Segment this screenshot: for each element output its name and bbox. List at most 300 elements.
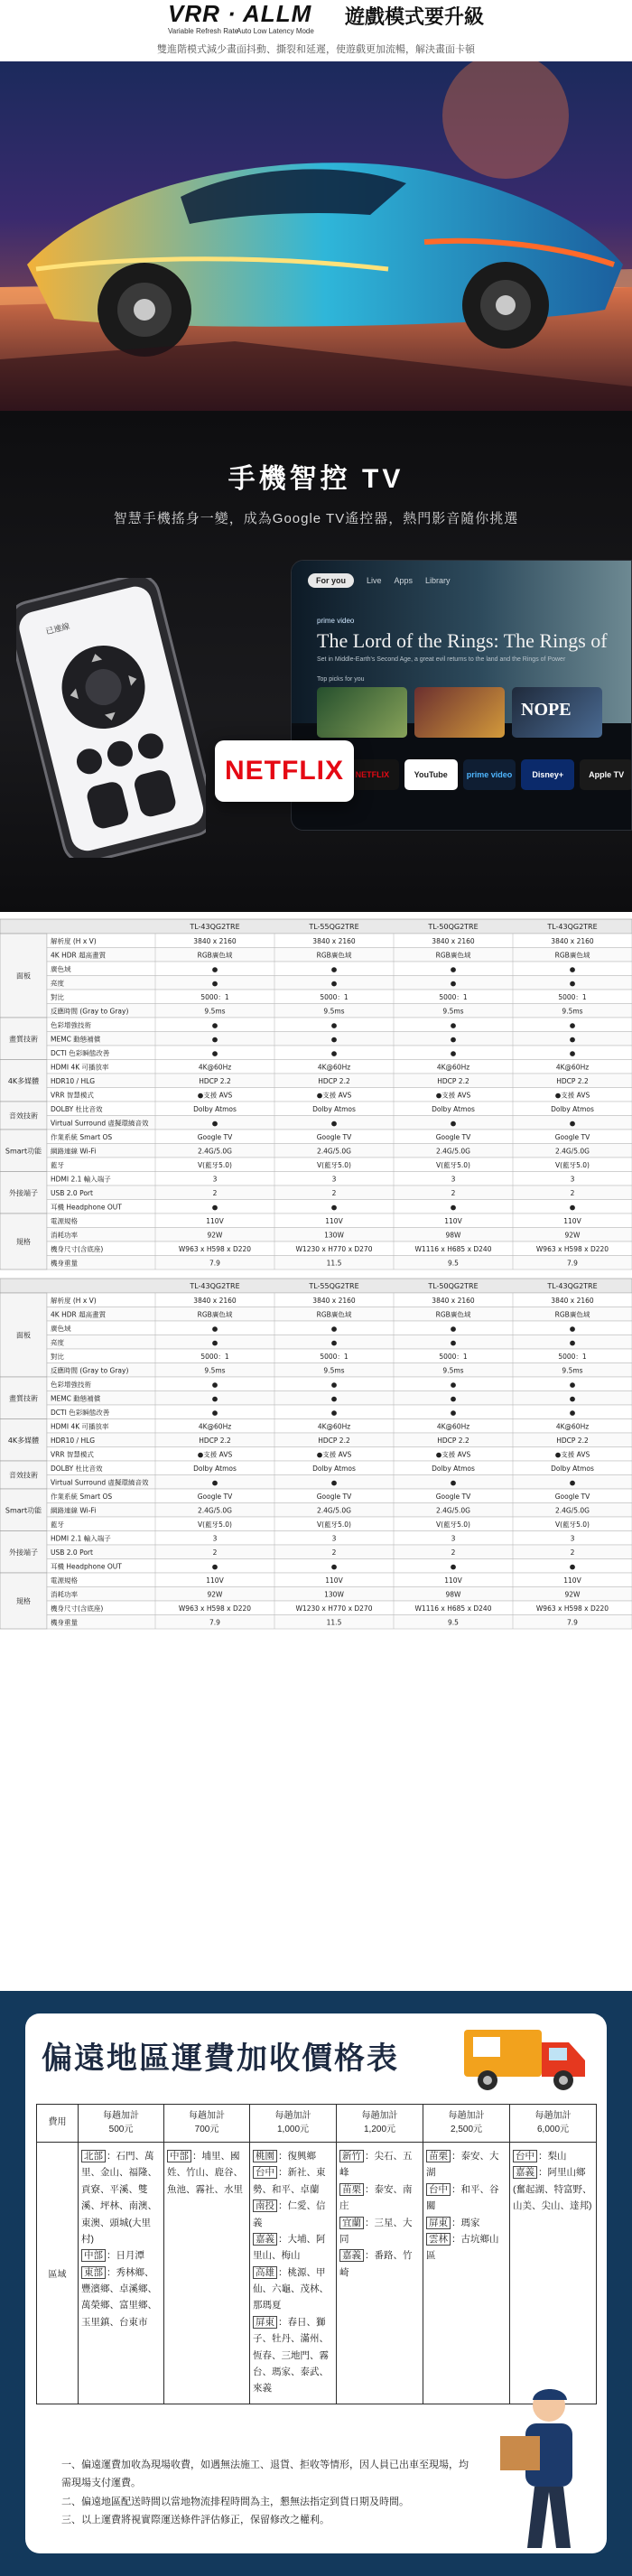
spec-cell-value: W963 x H598 x D220 <box>178 1245 252 1253</box>
spec-cell-value: 3840 x 2160 <box>432 937 475 945</box>
spec-cell-value: Dolby Atmos <box>432 1465 475 1473</box>
netflix-logo-box <box>215 740 354 802</box>
spec-cell-value: 92W <box>207 1231 223 1240</box>
spec-model-name: TL-55QG2TRE <box>309 923 359 931</box>
spec-cell-value: HDCP 2.2 <box>437 1077 469 1085</box>
spec-cell-value: 11.5 <box>326 1618 342 1627</box>
zone-region-towns: ：古坑鄉山區 <box>426 2233 499 2262</box>
spec-row-label: 電源規格 <box>51 1217 78 1225</box>
tv-card[interactable] <box>317 687 407 738</box>
spec-cell-value: V(藍牙5.0) <box>436 1161 470 1169</box>
spec-cell-value: 9.5ms <box>323 1366 345 1375</box>
spec-cell-value: 5000：1 <box>200 993 229 1001</box>
spec-row-label: 亮度 <box>51 1338 64 1347</box>
spec-cell-value: 3 <box>331 1534 337 1543</box>
spec-cell-value: V(藍牙5.0) <box>555 1161 590 1169</box>
spec-row-label: HDMI 4K 可播放率 <box>51 1063 109 1072</box>
spec-cell-value: ● <box>450 1338 457 1347</box>
spec-row-label: 反應時間 (Gray to Gray) <box>51 1366 129 1375</box>
app-netflix[interactable]: NETFLIX <box>346 759 399 790</box>
surcharge-zone-row <box>37 2143 597 2404</box>
app-apple-tv[interactable]: Apple TV <box>580 759 632 790</box>
spec-row-label: 解析度 (H x V) <box>51 1297 97 1305</box>
spec-cell-value: 4K@60Hz <box>436 1063 470 1072</box>
spec-cell-value: 110V <box>206 1576 224 1585</box>
app-disney-plus[interactable]: Disney+ <box>521 759 574 790</box>
spec-cell-value: 7.9 <box>209 1618 220 1627</box>
smartphone-remote-image <box>16 578 206 858</box>
spec-cell-value: Google TV <box>316 1133 352 1141</box>
spec-cell-value: 2.4G/5.0G <box>316 1147 352 1156</box>
spec-cell-value: ● <box>330 1409 338 1417</box>
spec-model-name: TL-43QG2TRE <box>190 923 240 931</box>
zone-region-tag: 宜蘭 <box>339 2217 364 2229</box>
fee-column-header: 每趟加計 6,000元 <box>510 2105 597 2143</box>
spec-cell-value: ● <box>330 1021 338 1029</box>
spec-row-label: 廣色域 <box>51 965 71 973</box>
zone-region-tag: 台中 <box>426 2183 451 2196</box>
spec-row-label: USB 2.0 Port <box>51 1189 93 1197</box>
spec-cell-value: ●支援 AVS <box>435 1091 471 1100</box>
spec-cell-value: ● <box>330 1562 338 1571</box>
spec-cell-value: W963 x H598 x D220 <box>535 1245 609 1253</box>
zone-region-towns: ：仁愛、信義 <box>253 2200 326 2228</box>
spec-cell-value: Dolby Atmos <box>432 1105 475 1113</box>
spec-category-name: 規格 <box>16 1597 31 1605</box>
zone-region-towns: ：復興鄉 <box>278 2151 316 2162</box>
spec-cell-value: 4K@60Hz <box>198 1063 232 1072</box>
spec-cell-value: 5000：1 <box>558 993 587 1001</box>
spec-cell-value: 2 <box>451 1189 456 1197</box>
app-prime-video[interactable]: prime video <box>463 759 516 790</box>
spec-cell-value: 9.5ms <box>323 1007 345 1016</box>
spec-cell-value: ● <box>569 1381 576 1389</box>
spec-cell-value: HDCP 2.2 <box>556 1437 589 1445</box>
spec-cell-value: ● <box>450 1394 457 1403</box>
spec-cell-value: W1116 x H685 x D240 <box>414 1245 492 1253</box>
spec-cell-value: 7.9 <box>567 1618 578 1627</box>
spec-cell-value: 2 <box>212 1189 218 1197</box>
spec-cell-value: HDCP 2.2 <box>437 1437 469 1445</box>
spec-cell-value: 9.5ms <box>204 1007 226 1016</box>
spec-cell-value: RGB廣色域 <box>197 1310 233 1319</box>
spec-cell-value: 4K@60Hz <box>198 1422 232 1431</box>
spec-cell-value: 3 <box>570 1175 575 1184</box>
spec-cell-value: 3840 x 2160 <box>551 937 594 945</box>
spec-cell-value: ● <box>330 1478 338 1487</box>
zone-region-towns: ：三星、大同 <box>339 2217 413 2245</box>
spec-cell-value: ● <box>569 1338 576 1347</box>
spec-cell-value: HDCP 2.2 <box>199 1077 231 1085</box>
zone-header: 區域 <box>37 2143 79 2404</box>
vrr-allm-badge: VRR · ALLM <box>168 0 312 27</box>
spec-cell-value: ● <box>211 965 218 973</box>
spec-cell-value: ● <box>450 965 457 973</box>
spec-cell-value: ● <box>330 1325 338 1333</box>
spec-cell-value: ● <box>330 965 338 973</box>
spec-cell-value: ● <box>211 1119 218 1128</box>
fee-column-header: 每趟加計 700元 <box>164 2105 250 2143</box>
spec-row-label: 消耗功率 <box>51 1231 78 1240</box>
phone-remote-title: 手機智控 TV <box>228 464 404 494</box>
spec-cell-value: 110V <box>563 1576 581 1585</box>
spec-cell-value: ● <box>450 1478 457 1487</box>
spec-cell-value: 2.4G/5.0G <box>435 1147 471 1156</box>
spec-category-name: 外接端子 <box>9 1188 38 1197</box>
spec-cell-value: 9.5ms <box>204 1366 226 1375</box>
zone-region-towns: ：大埔、阿里山、梅山 <box>253 2233 326 2262</box>
tv-nav-apps[interactable]: Apps <box>394 576 414 585</box>
zone-region-tag: 屏東 <box>253 2316 277 2329</box>
app-youtube[interactable]: YouTube <box>404 759 458 790</box>
spec-cell-value: ● <box>569 1409 576 1417</box>
spec-cell-value: 4K@60Hz <box>555 1063 590 1072</box>
spec-cell-value: 2 <box>570 1548 575 1557</box>
racing-car-image <box>0 61 632 411</box>
spec-model-name: TL-43QG2TRE <box>547 923 598 931</box>
tv-nav <box>308 573 451 588</box>
spec-row-label: HDMI 2.1 輸入端子 <box>51 1534 111 1543</box>
spec-cell-value: ● <box>211 1409 218 1417</box>
spec-cell-value: ● <box>569 1049 576 1057</box>
spec-row <box>47 1391 632 1406</box>
zone-region-tag: 屏東 <box>426 2217 451 2229</box>
spec-row <box>47 1335 632 1350</box>
spec-cell-value: ● <box>569 965 576 973</box>
spec-row-label: 藍牙 <box>51 1161 64 1169</box>
spec-category-name: 4K多媒體 <box>7 1076 40 1085</box>
spec-row <box>47 1545 632 1559</box>
spec-cell-value: 3840 x 2160 <box>312 937 356 945</box>
spec-cell-value: ● <box>569 1035 576 1044</box>
spec-cell-value: ● <box>211 1381 218 1389</box>
spec-row <box>47 1018 632 1032</box>
game-mode-title: 遊戲模式要升級 <box>345 5 485 28</box>
spec-row-label: DCTI 色彩瞬態改善 <box>51 1409 110 1417</box>
spec-category-name: 音效技術 <box>9 1471 38 1480</box>
spec-row-label: Virtual Surround 虛擬環繞音效 <box>51 1119 149 1128</box>
spec-cell-value: 7.9 <box>209 1259 220 1268</box>
spec-cell-value: ● <box>569 1325 576 1333</box>
spec-cell-value: 5000：1 <box>320 993 349 1001</box>
spec-row-label: 色彩增強技術 <box>51 1381 91 1389</box>
spec-cell-value: 11.5 <box>326 1259 342 1268</box>
spec-row-label: VRR 智慧模式 <box>51 1091 94 1100</box>
spec-row <box>47 1186 632 1200</box>
spec-cell-value: Google TV <box>435 1493 471 1501</box>
zone-cell <box>79 2143 164 2404</box>
zone-region-towns: ：梨山 <box>538 2151 567 2162</box>
spec-category-name: 4K多媒體 <box>7 1436 40 1445</box>
zone-region-tag: 苗栗 <box>426 2150 451 2162</box>
spec-row <box>47 1200 632 1214</box>
spec-cell-value: 2 <box>570 1189 575 1197</box>
zone-region-tag: 高雄 <box>253 2266 277 2279</box>
spec-row-label: 反應時間 (Gray to Gray) <box>51 1007 129 1016</box>
spec-cell-value: RGB廣色域 <box>316 1310 352 1319</box>
spec-cell-value: 3840 x 2160 <box>193 937 237 945</box>
spec-cell-value: 110V <box>206 1217 224 1225</box>
spec-cell-value: ●支援 AVS <box>554 1091 590 1100</box>
spec-cell-value: 130W <box>324 1231 344 1240</box>
spec-cell-value: 98W <box>445 1231 461 1240</box>
zone-region-towns: ：石門、萬里、金山、福隆、貢寮、平溪、雙溪、坪林、南澳、東澳、頭城(大里村) <box>81 2151 157 2245</box>
spec-cell-value: ● <box>211 1338 218 1347</box>
spec-cell-value: W1116 x H685 x D240 <box>414 1604 492 1613</box>
spec-row-label: 亮度 <box>51 979 64 988</box>
shipping-note: 三、以上運費將視實際運送條件評估修正，保留修改之權利。 <box>61 2515 330 2526</box>
spec-cell-value: 92W <box>564 1590 581 1599</box>
spec-table <box>0 912 632 1991</box>
fee-column-header: 每趟加計 2,500元 <box>423 2105 510 2143</box>
spec-cell-value: ●支援 AVS <box>435 1450 471 1459</box>
spec-cell-value: HDCP 2.2 <box>318 1077 350 1085</box>
zone-region-towns: ：泰安、南庄 <box>339 2183 413 2212</box>
tv-hero-banner <box>292 561 632 723</box>
spec-cell-value: 9.5 <box>448 1618 459 1627</box>
spec-row-label: DOLBY 杜比音效 <box>51 1105 103 1113</box>
spec-cell-value: ● <box>211 1035 218 1044</box>
spec-cell-value: Google TV <box>554 1133 590 1141</box>
spec-cell-value: ● <box>211 1394 218 1403</box>
spec-row <box>47 1172 632 1186</box>
spec-cell-value: 7.9 <box>567 1259 578 1268</box>
zone-cell <box>423 2143 510 2404</box>
spec-row <box>47 976 632 990</box>
spec-cell-value: 3840 x 2160 <box>193 1297 237 1305</box>
spec-cell-value: ● <box>450 1203 457 1212</box>
spec-cell-value: 2 <box>331 1548 337 1557</box>
spec-cell-value: 3 <box>212 1534 218 1543</box>
spec-cell-value: 3 <box>451 1175 456 1184</box>
phone-remote-description: 智慧手機搖身一變，成為Google TV遙控器，熱門影音隨你挑選 <box>113 511 519 526</box>
spec-row <box>47 1559 632 1574</box>
spec-cell-value: 110V <box>444 1576 462 1585</box>
spec-cell-value: 4K@60Hz <box>436 1422 470 1431</box>
spec-row-label: 耳機 Headphone OUT <box>51 1203 122 1212</box>
spec-cell-value: ● <box>330 1049 338 1057</box>
zone-region-tag: 新竹 <box>339 2150 364 2162</box>
spec-cell-value: ●支援 AVS <box>554 1450 590 1459</box>
tv-nav-for-you[interactable]: For you <box>308 573 354 588</box>
shipping-note: 二、偏遠地區配送時間以當地物流排程時間為主，懇無法指定到貨日期及時間。 <box>61 2496 409 2507</box>
shipping-card <box>25 2013 607 2553</box>
game-mode-header <box>0 0 632 61</box>
spec-cell-value: ● <box>330 1394 338 1403</box>
spec-row <box>47 962 632 976</box>
spec-cell-value: ● <box>450 1325 457 1333</box>
fee-column-header: 每趟加計 1,200元 <box>337 2105 423 2143</box>
spec-cell-value: V(藍牙5.0) <box>198 1161 232 1169</box>
spec-cell-value: 2.4G/5.0G <box>435 1506 471 1515</box>
spec-row-label: 對比 <box>51 1353 64 1361</box>
shipping-title: 偏遠地區運費加收價格表 <box>42 2041 399 2076</box>
spec-cell-value: 4K@60Hz <box>317 1422 351 1431</box>
spec-cell-value: ● <box>450 1035 457 1044</box>
tv-card[interactable] <box>414 687 505 738</box>
spec-cell-value: 130W <box>324 1590 344 1599</box>
spec-cell-value: ● <box>211 1203 218 1212</box>
zone-region-towns: ：埔里、國姓、竹山、鹿谷、魚池、霧社、水里 <box>167 2151 243 2195</box>
spec-table-section <box>0 912 632 1991</box>
tv-nav-library[interactable]: Library <box>425 576 451 585</box>
spec-cell-value: ● <box>330 1035 338 1044</box>
spec-cell-value: ● <box>569 1394 576 1403</box>
zone-region-towns: ：桃源、甲仙、六龜、茂林、那瑪夏 <box>253 2266 329 2311</box>
zone-cell <box>510 2143 597 2404</box>
spec-cell-value: RGB廣色域 <box>316 951 352 960</box>
spec-category-name: 畫質技術 <box>9 1394 38 1403</box>
prime-video-label: prime video <box>317 617 355 625</box>
fee-column-header: 每趟加計 1,000元 <box>250 2105 337 2143</box>
zone-region-tag: 中部 <box>81 2249 106 2262</box>
spec-cell-value: ● <box>450 1049 457 1057</box>
spec-cell-value: ● <box>569 1021 576 1029</box>
spec-cell-value: 3 <box>570 1534 575 1543</box>
vrr-subtitle: Variable Refresh Rate <box>168 27 239 35</box>
zone-region-towns: ：秀林鄉、豐濱鄉、卓溪鄉、萬榮鄉、富里鄉、玉里鎮、台東市 <box>81 2266 157 2328</box>
zone-region-towns: ：新社、東勢、和平、卓蘭 <box>253 2167 326 2195</box>
zone-region-tag: 東部 <box>81 2266 106 2279</box>
spec-cell-value: 110V <box>563 1217 581 1225</box>
spec-cell-value: RGB廣色域 <box>435 1310 471 1319</box>
spec-category-name: 面板 <box>16 1331 31 1340</box>
spec-cell-value: ● <box>330 1381 338 1389</box>
spec-cell-value: ● <box>450 1409 457 1417</box>
zone-cell <box>164 2143 250 2404</box>
allm-subtitle: Auto Low Latency Mode <box>237 27 314 35</box>
spec-cell-value: W963 x H598 x D220 <box>535 1604 609 1613</box>
spec-row-label: 機身尺寸(含底座) <box>51 1245 104 1253</box>
zone-region-towns: ：尖石、五峰 <box>339 2151 413 2179</box>
spec-row-label: 作業系統 Smart OS <box>51 1493 113 1501</box>
zone-region-tag: 嘉義 <box>253 2233 277 2246</box>
featured-show-subtitle: Set in Middle-Earth's Second Age, a great evil returns to the land and the Rings of Power <box>317 656 566 663</box>
spec-cell-value: 92W <box>564 1231 581 1240</box>
spec-row-label: 消耗功率 <box>51 1590 78 1599</box>
spec-cell-value: ● <box>569 1562 576 1571</box>
spec-cell-value: 110V <box>325 1576 343 1585</box>
spec-cell-value: Dolby Atmos <box>551 1465 594 1473</box>
spec-cell-value: Google TV <box>435 1133 471 1141</box>
tv-nav-live[interactable]: Live <box>367 576 382 585</box>
phone-remote-section <box>0 411 632 912</box>
spec-cell-value: RGB廣色域 <box>197 951 233 960</box>
surcharge-header-row <box>37 2105 597 2143</box>
spec-category-name: 音效技術 <box>9 1111 38 1121</box>
spec-cell-value: 2 <box>451 1548 456 1557</box>
spec-cell-value: ● <box>450 1562 457 1571</box>
spec-cell-value: ● <box>450 1381 457 1389</box>
spec-row-label: 網路連線 Wi-Fi <box>51 1506 97 1515</box>
tv-card-title: NOPE <box>521 700 572 720</box>
spec-cell-value: Google TV <box>554 1493 590 1501</box>
zone-cell <box>337 2143 423 2404</box>
spec-cell-value: 2.4G/5.0G <box>316 1506 352 1515</box>
spec-cell-value: V(藍牙5.0) <box>317 1520 351 1529</box>
spec-cell-value: 2 <box>331 1189 337 1197</box>
spec-cell-value: 98W <box>445 1590 461 1599</box>
phone-screen-label: 已連線 <box>44 622 71 637</box>
spec-cell-value: 2.4G/5.0G <box>197 1506 233 1515</box>
spec-cell-value: ● <box>211 1021 218 1029</box>
zone-region-tag: 南投 <box>253 2199 277 2212</box>
spec-row <box>47 1377 632 1391</box>
spec-cell-value: 9.5ms <box>442 1007 464 1016</box>
spec-row-label: Virtual Surround 虛擬環繞音效 <box>51 1478 149 1487</box>
spec-cell-value: HDCP 2.2 <box>318 1437 350 1445</box>
spec-cell-value: Dolby Atmos <box>312 1105 356 1113</box>
spec-row-label: HDMI 2.1 輸入端子 <box>51 1175 111 1184</box>
zone-region-towns: ：和平、谷關 <box>426 2183 499 2212</box>
spec-cell-value: 9.5ms <box>442 1366 464 1375</box>
spec-cell-value: RGB廣色域 <box>554 951 590 960</box>
spec-row <box>47 1032 632 1046</box>
spec-cell-value: ●支援 AVS <box>316 1450 352 1459</box>
spec-cell-value: ● <box>569 979 576 988</box>
spec-cell-value: ● <box>211 979 218 988</box>
spec-cell-value: W1230 x H770 x D270 <box>295 1245 373 1253</box>
spec-category-name: 規格 <box>16 1238 31 1246</box>
spec-cell-value: 5000：1 <box>320 1353 349 1361</box>
tv-cards <box>317 687 602 738</box>
spec-cell-value: ● <box>450 979 457 988</box>
spec-cell-value: Dolby Atmos <box>193 1105 237 1113</box>
netflix-logo: NETFLIX <box>225 756 344 786</box>
fee-column-header: 每趟加計 500元 <box>79 2105 164 2143</box>
spec-cell-value: 2.4G/5.0G <box>554 1147 590 1156</box>
surcharge-table <box>36 2104 597 2404</box>
zone-region-tag: 中部 <box>167 2150 191 2162</box>
spec-cell-value: 2 <box>212 1548 218 1557</box>
spec-cell-value: 3 <box>451 1534 456 1543</box>
tv-card[interactable] <box>512 687 602 738</box>
spec-cell-value: ●支援 AVS <box>316 1091 352 1100</box>
zone-region-tag: 嘉義 <box>513 2166 537 2179</box>
spec-cell-value: HDCP 2.2 <box>556 1077 589 1085</box>
delivery-truck-icon <box>460 2021 592 2095</box>
shipping-note: 一、偏遠運費加收為現場收費，如遇無法施工、退貨、拒收等情形，因人員已出車至現場，均需現場支付運費。 <box>61 2460 469 2489</box>
spec-cell-value: 2.4G/5.0G <box>197 1147 233 1156</box>
spec-cell-value: 92W <box>207 1590 223 1599</box>
spec-cell-value: W963 x H598 x D220 <box>178 1604 252 1613</box>
spec-cell-value: V(藍牙5.0) <box>436 1520 470 1529</box>
zone-region-tag: 台中 <box>513 2150 537 2162</box>
zone-region-tag: 北部 <box>81 2150 106 2162</box>
spec-row-label: 作業系統 Smart OS <box>51 1133 113 1141</box>
spec-cell-value: ● <box>211 1562 218 1571</box>
spec-cell-value: V(藍牙5.0) <box>198 1520 232 1529</box>
spec-cell-value: V(藍牙5.0) <box>555 1520 590 1529</box>
zone-region-towns: ：瑪家 <box>451 2217 480 2228</box>
spec-row-label: VRR 智慧模式 <box>51 1450 94 1459</box>
spec-cell-value: ● <box>450 1119 457 1128</box>
spec-cell-value: HDCP 2.2 <box>199 1437 231 1445</box>
spec-row-label: 廣色域 <box>51 1325 71 1333</box>
spec-cell-value: 5000：1 <box>439 1353 468 1361</box>
spec-row <box>47 1321 632 1335</box>
spec-cell-value: ●支援 AVS <box>197 1450 233 1459</box>
spec-row-label: 機身重量 <box>51 1618 78 1627</box>
zone-region-tag: 嘉義 <box>339 2249 364 2262</box>
spec-model-name: TL-43QG2TRE <box>547 1282 598 1290</box>
zone-region-towns: ：阿里山鄉(奮起湖、特富野、山美、尖山、達邦) <box>513 2167 592 2212</box>
spec-cell-value: 3 <box>331 1175 337 1184</box>
spec-cell-value: Dolby Atmos <box>193 1465 237 1473</box>
shipping-notes <box>61 2456 477 2529</box>
spec-model-name: TL-50QG2TRE <box>428 1282 479 1290</box>
spec-cell-value: 3840 x 2160 <box>312 1297 356 1305</box>
